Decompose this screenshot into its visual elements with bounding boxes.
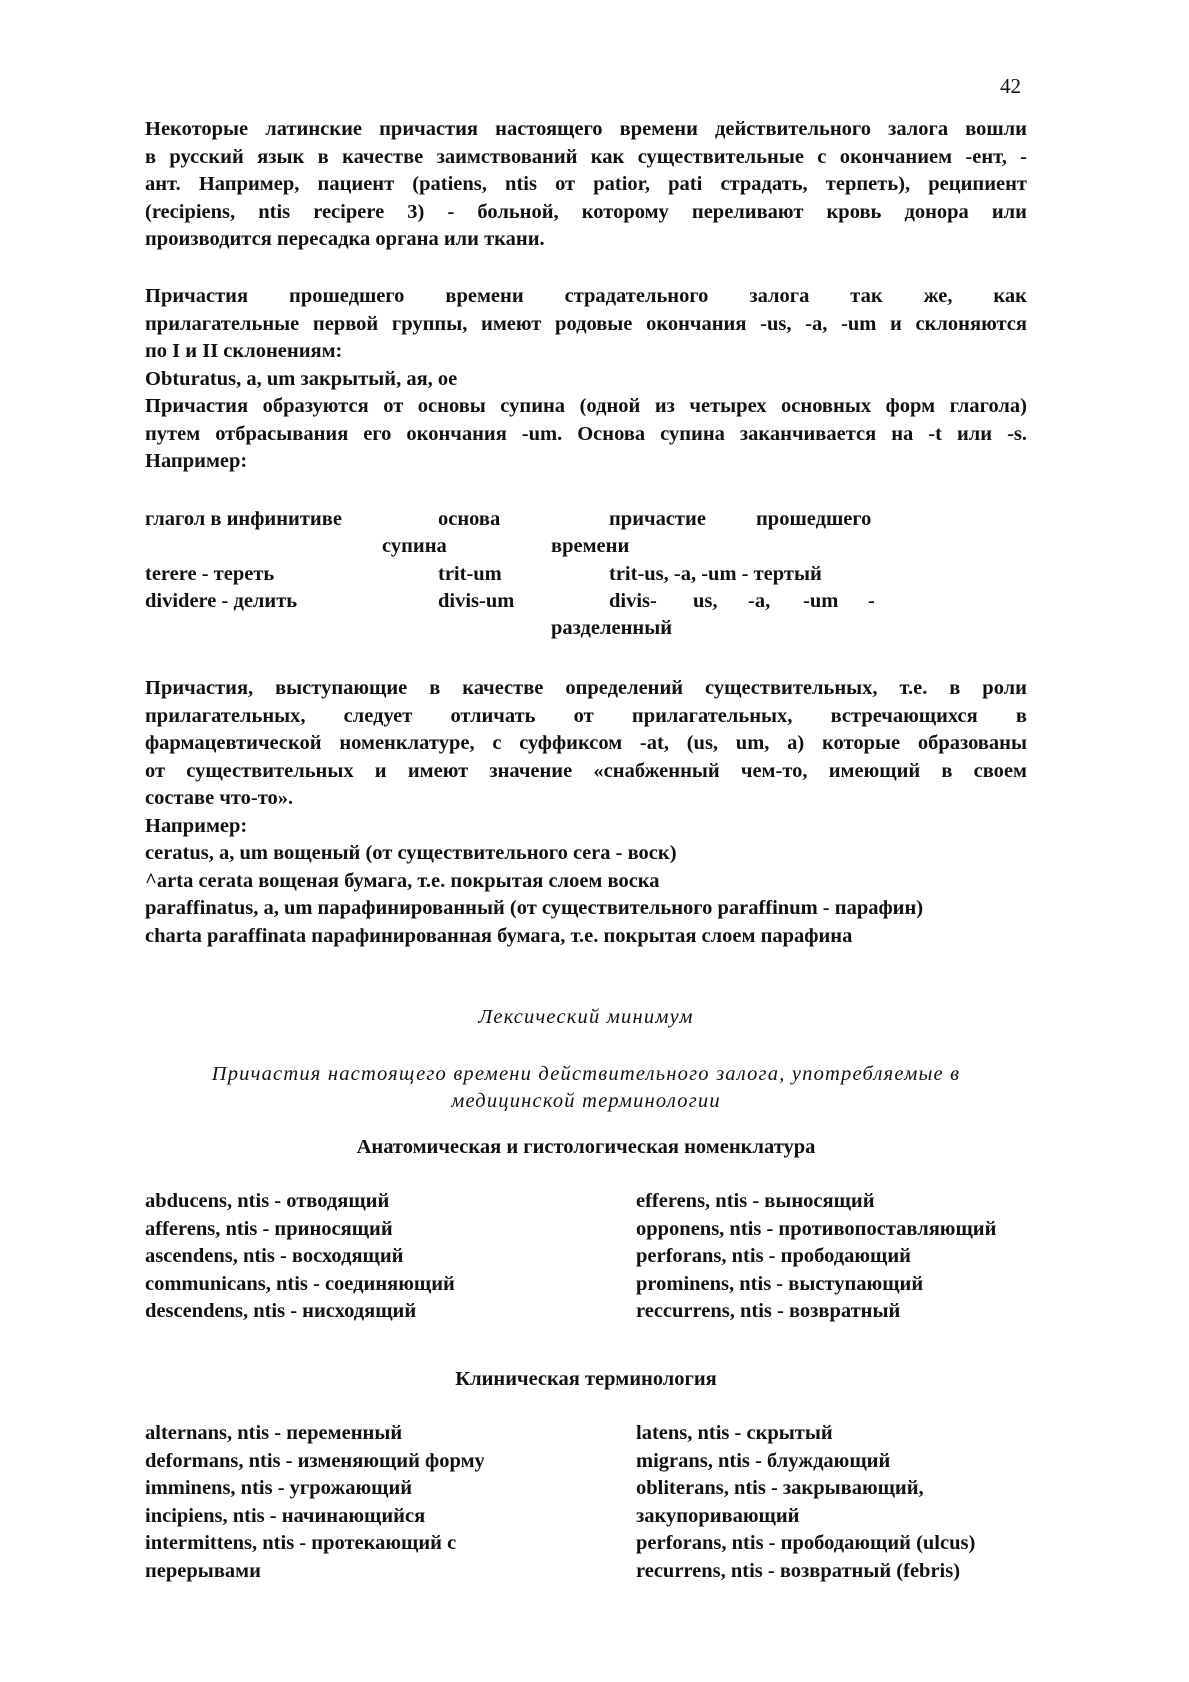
list-item: opponens, ntis - противопоставляющий [636,1217,997,1240]
text-line: ^arta cerata вощеная бумага, т.е. покрытая слоем воска [145,869,660,892]
text-line: Некоторые латинские причастия настоящего времени действительного залога вошли [145,118,1027,140]
text-line: Причастия прошедшего времени страдательного залога так же, как [145,285,1027,307]
table-header-participle: причастие [609,508,706,530]
heading-clinical-terminology: Клиническая терминология [455,1368,717,1390]
list-item: перерывами [145,1559,261,1582]
list-item: perforans, ntis - прободающий (ulcus) [636,1532,976,1554]
list-item: descendens, ntis - нисходящий [145,1300,417,1322]
text-line: Obturatus, a, um закрытый, ая, ое [145,367,458,390]
table-header-infinitive: глагол в инфинитиве [145,508,342,530]
text-line: от существительных и имеют значение «снабженный чем-то, имеющий в своем [145,759,1027,782]
paragraph-adjective-distinction [145,675,1027,950]
paragraph-loanwords [145,116,1027,254]
table-header-stem-cont: супина [382,535,447,557]
list-item: deformans, ntis - изменяющий форму [145,1449,485,1472]
paragraph-past-participles [145,283,1027,476]
page-number: 42 [1000,74,1021,98]
subtitle-line: Причастия настоящего времени действительного залога, употребляемые в [211,1063,961,1085]
term-list-left [145,1188,455,1326]
table-header-stem: основа [438,508,501,530]
list-item: prominens, ntis - выступающий [636,1272,924,1295]
heading-anatomical-nomenclature: Анатомическая и гистологическая номенклатура [356,1136,816,1158]
table-cell: -a, [748,590,771,612]
term-list-right [636,1420,975,1585]
text-line: фармацевтической номенклатуре, с суффиксом -at, (us, um, a) которые образованы [145,732,1027,754]
list-item: alternans, ntis - переменный [145,1422,403,1444]
table-cell: разделенный [551,617,673,639]
text-line: Причастия образуются от основы супина (одной из четырех основных форм глагола) [145,395,1027,417]
list-item: intermittens, ntis - протекающий с [145,1532,457,1554]
list-item: latens, ntis - скрытый [636,1422,833,1444]
table-cell: terere - тереть [145,563,275,585]
section-title-lexical-minimum: Лексический минимум [478,1006,694,1028]
table-cell: -um [803,590,839,612]
table-header-participle-past: прошедшего [756,508,872,530]
list-item: reccurrens, ntis - возвратный [636,1300,901,1322]
text-line: в русский язык в качестве заимствований как существительные с окончанием -ент, - [145,145,1027,168]
text-line: составе что-то». [145,787,294,809]
list-item: afferens, ntis - приносящий [145,1217,393,1240]
section-subtitle [145,1061,1027,1115]
text-line: по I и II склонениям: [145,340,343,362]
table-cell: trit-us, -a, -um - тертый [609,563,822,585]
text-line: paraffinatus, a, um парафинированный (от существительного paraffinum - парафин) [145,897,924,919]
list-item: communicans, ntis - соединяющий [145,1272,455,1295]
term-list-right [636,1188,996,1326]
list-item: incipiens, ntis - начинающийся [145,1504,426,1527]
table-cell: trit-um [438,563,502,585]
list-item: abducens, ntis - отводящий [145,1190,390,1212]
text-line: Например: [145,814,248,837]
text-line: производится пересадка органа или ткани. [145,228,545,250]
list-item: obliterans, ntis - закрывающий, [636,1477,924,1499]
text-line: путем отбрасывания его окончания -um. Основа супина заканчивается на -t или -s. [145,422,1027,445]
list-item: закупоривающий [636,1504,800,1527]
list-item: efferens, ntis - выносящий [636,1190,875,1212]
subtitle-line: медицинской терминологии [451,1090,721,1112]
text-line: charta paraffinata парафинированная бумага, т.е. покрытая слоем парафина [145,924,853,947]
list-item: imminens, ntis - угрожающий [145,1477,413,1499]
list-item: perforans, ntis - прободающий [636,1245,911,1267]
term-list-left [145,1420,485,1585]
text-line: ант. Например, пациент (patiens, ntis от patior, pati страдать, терпеть), реципиент [145,173,1027,195]
text-line: прилагательных, следует отличать от прилагательных, встречающихся в [145,704,1027,727]
list-item: migrans, ntis - блуждающий [636,1449,891,1472]
text-line: (recipiens, ntis recipere 3) - больной, которому переливают кровь донора или [145,200,1027,223]
text-line: ceratus, a, um вощеный (от существительного cera - воск) [145,842,677,864]
list-item: recurrens, ntis - возвратный (febris) [636,1559,961,1582]
list-item: ascendens, ntis - восходящий [145,1245,404,1267]
table-cell: us, [693,590,718,612]
text-line: прилагательные первой группы, имеют родовые окончания -us, -a, -um и склоняются [145,312,1027,335]
text-line: Причастия, выступающие в качестве определений существительных, т.е. в роли [145,677,1027,699]
table-cell: divis-um [438,590,515,612]
table-cell: - [868,590,875,612]
table-header-participle-time: времени [551,535,630,557]
text-line: Например: [145,450,248,472]
table-cell: divis- [609,590,657,612]
table-cell: dividere - делить [145,590,298,612]
